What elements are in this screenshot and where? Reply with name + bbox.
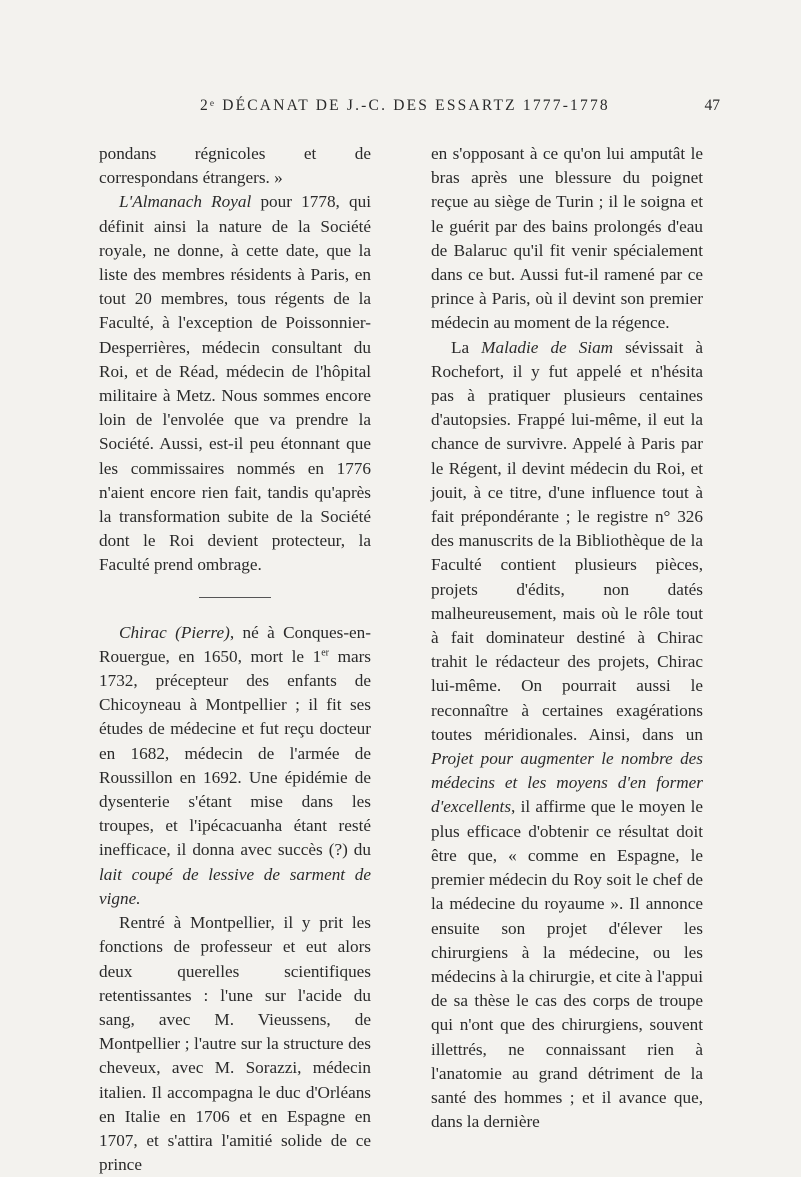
running-title: 2ᵉ DÉCANAT DE J.-C. DES ESSARTZ 1777-1778	[200, 97, 610, 114]
italic-title: L'Almanach Royal	[119, 192, 252, 212]
paragraph: pondans régnicoles et de correspondans étrangers. »	[99, 144, 371, 188]
italic-work: lait coupé de lessive de sarment de vigne.	[99, 864, 371, 908]
italic-work: Projet pour augmenter le nombre des médecins et les moyens d'en former d'excellents	[431, 749, 703, 817]
paragraph: L'Almanach Royal pour 1778, qui définit ainsi la nature de la Société royale, ne donne, à cette date, que la liste des membres résidents à Paris, en tout 20 membres, tous régents de la Faculté, à l'exception de Poissonnier-Desperrières, médecin consultant du Roi, et de Réad, médecin de l'hôpital militaire à Metz. Nous sommes encore loin de l'envolée que va prendre la Société. Aussi, est-il peu étonnant que les commissaires nommés en 1776 n'aient encore rien fait, tandis qu'après la transformation subite de la Société dont le Roi devient protecteur, la Faculté prend ombrage.	[99, 192, 372, 575]
paragraph: en s'opposant à ce qu'on lui amputât le bras après une blessure du poignet reçue au siège de Turin ; il le soigna et le guérit par des bains prolongés d'eau de Balaruc qu'il fit venir spécialement dans ce but. Aussi fut-il ramené par ce prince à Paris, où il devint son premier médecin au moment de la régence.	[431, 144, 703, 333]
right-column	[431, 142, 703, 1134]
paragraph: Chirac (Pierre), né à Conques-en-Rouergue, en 1650, mort le 1er mars 1732, précepteur des enfants de Chicoyneau à Montpellier ; il fit ses études de médecine et fut reçu docteur en 1682, médecin de l'armée de Roussillon en 1692. Une épidémie de dysenterie s'étant mise dans les troupes, et l'ipécacuanha étant resté inefficace, il donna avec succès (?) du lait coupé de lessive de sarment de vigne.	[99, 622, 371, 908]
running-head	[200, 97, 720, 115]
italic-name: Chirac (Pierre)	[119, 622, 230, 642]
paragraph: Rentré à Montpellier, il y prit les fonctions de professeur et eut alors deux querelles scientifiques retentissantes : l'une sur l'acide du sang, avec M. Vieussens, de Montpellier ; l'autre sur la structure des cheveux, avec M. Sorazzi, médecin italien. Il accompagna le duc d'Orléans en Italie en 1706 et en Espagne en 1707, et s'attira l'amitié solide de ce prince	[99, 913, 371, 1175]
page-number: 47	[704, 97, 720, 114]
section-divider	[199, 597, 271, 598]
italic-title: Maladie de Siam	[481, 337, 614, 357]
paragraph: La Maladie de Siam sévissait à Rochefort, il y fut appelé et n'hésita pas à pratiquer plusieurs centaines d'autopsies. Frappé lui-même, il eut la chance de survivre. Appelé à Paris par le Régent, il devint médecin du Roi, et jouit, à ce titre, d'une influence tout à fait prépondérante ; le registre n° 326 des manuscrits de la Bibliothèque de la Faculté contient plusieurs pièces, projets d'édits, non datés malheureusement, mais où le rôle tout à fait dominateur destiné à Chirac trahit le rédacteur des projets, Chirac lui-même. On pourrait aussi le reconnaître à certaines exagérations toutes méridionales. Ainsi, dans un Projet pour augmenter le nombre des médecins et les moyens d'en former d'excellents, il affirme que le moyen le plus efficace d'obtenir ce résultat doit être que, « comme en Espagne, le premier médecin du Roy soit le chef de la médecine du royaume ». Il annonce ensuite son projet d'élever les chirurgiens à la médecine, ou les médecins à la chirurgie, et cite à l'appui de sa thèse le cas des corps de troupe qui n'ont que des chirurgiens, souvent illettrés, ne connaissant rien à l'anatomie au grand détriment de la santé des hommes ; et il avance que, dans la dernière	[431, 337, 703, 1132]
left-column	[99, 142, 371, 1177]
